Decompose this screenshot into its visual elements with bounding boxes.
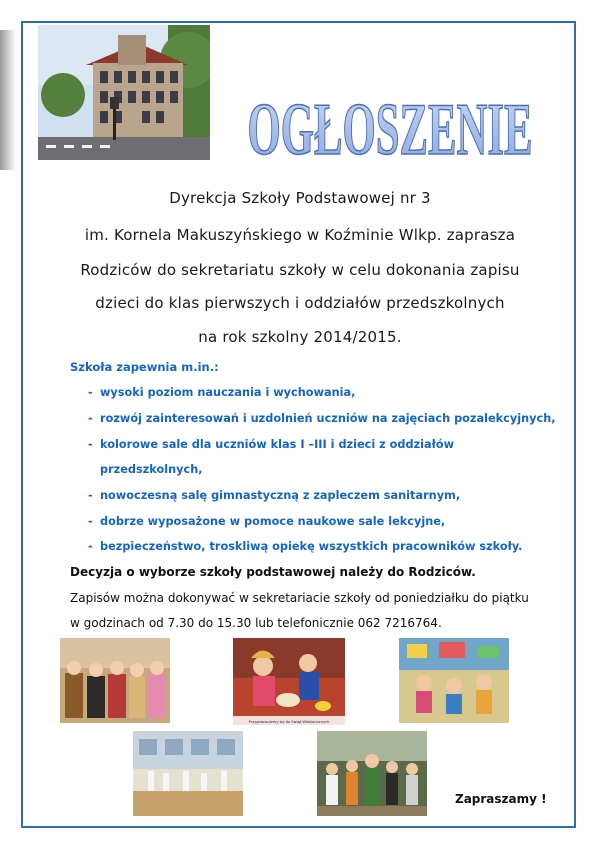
offer-heading: Szkoła zapewnia m.in.: bbox=[70, 360, 219, 374]
classroom-photo bbox=[399, 638, 509, 723]
intro-line-3: Rodziców do sekretariatu szkoły w celu dokonania zapisu bbox=[80, 261, 520, 279]
intro-line-5: na rok szkolny 2014/2015. bbox=[198, 328, 402, 346]
offer-item: - kolorowe sale dla uczniów klas I –III i dzieci z oddziałów bbox=[88, 438, 455, 451]
offer-item: - nowoczesną salę gimnastyczną z zapleczem sanitarnym, bbox=[88, 489, 461, 502]
page-shadow bbox=[0, 30, 16, 170]
easter-photo-caption: Przygotowujemy się do Świąt Wielkanocnych bbox=[248, 720, 330, 724]
offer-item: - wysoki poziom nauczania i wychowania, bbox=[88, 386, 356, 399]
offer-item-continuation: przedszkolnych, bbox=[100, 463, 203, 476]
intro-line-2: im. Kornela Makuszyńskiego w Koźminie Wlkp. zaprasza bbox=[84, 226, 516, 244]
offer-item: - rozwój zainteresowań i uzdolnień uczniów na zajęciach pozalekcyjnych, bbox=[88, 412, 556, 425]
gym-photo bbox=[133, 731, 243, 816]
closing-text: Zapraszamy ! bbox=[455, 792, 547, 806]
offer-item: - dobrze wyposażone w pomoce naukowe sale lekcyjne, bbox=[88, 515, 446, 528]
registration-line-2: w godzinach od 7.30 do 15.30 lub telefonicznie 062 7216764. bbox=[70, 616, 442, 630]
kids-costumes-photo bbox=[60, 638, 170, 723]
school-building-photo bbox=[38, 25, 210, 160]
intro-line-1: Dyrekcja Szkoły Podstawowej nr 3 bbox=[169, 189, 431, 207]
decision-text: Decyzja o wyborze szkoły podstawowej należy do Rodziców. bbox=[70, 565, 476, 579]
offer-item: - bezpieczeństwo, troskliwą opiekę wszystkich pracowników szkoły. bbox=[88, 540, 523, 553]
announcement-title bbox=[240, 62, 540, 172]
intro-line-4: dzieci do klas pierwszych i oddziałów przedszkolnych bbox=[95, 294, 505, 312]
svg-text:OGŁOSZENIE: OGŁOSZENIE bbox=[247, 89, 533, 171]
easter-prep-photo bbox=[233, 638, 345, 725]
registration-line-1: Zapisów można dokonywać w sekretariacie szkoły od poniedziałku do piątku bbox=[70, 591, 529, 605]
performance-photo bbox=[317, 731, 427, 816]
